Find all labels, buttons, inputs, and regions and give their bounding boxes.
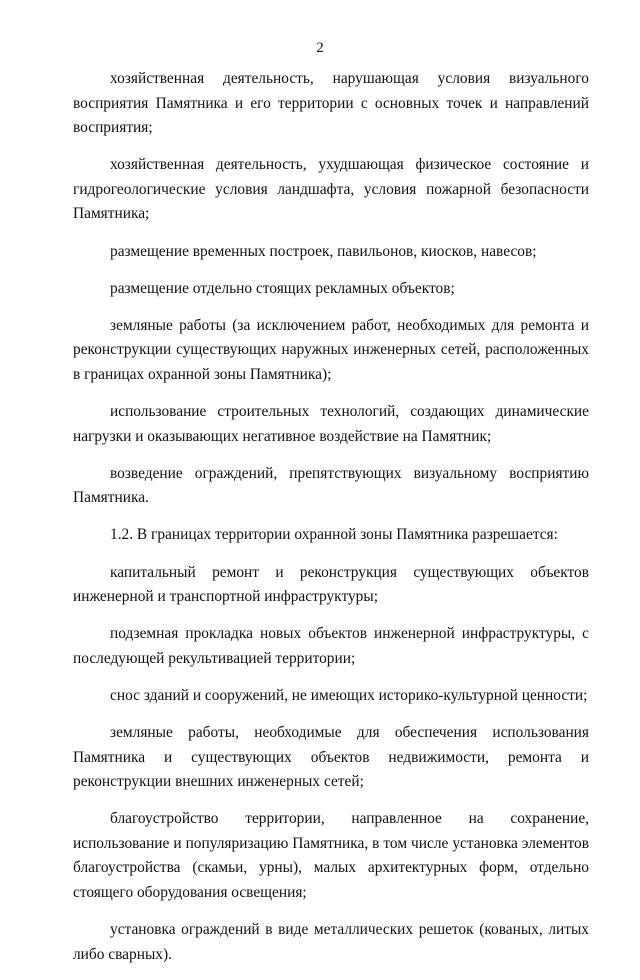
paragraph-permitted-fence-installation: установка ограждений в виде металлических решеток (кованых, литых либо сварных). bbox=[73, 921, 589, 963]
paragraph-restriction-physical-condition: хозяйственная деятельность, ухудшающая физическое состояние и гидрогеологические условия ландшафта, условия пожарной безопасности Памятника; bbox=[73, 156, 589, 223]
paragraph-permitted-earthworks: земляные работы, необходимые для обеспечения использования Памятника и существующих объектов недвижимости, ремонта и реконструкции внешних инженерных сетей; bbox=[73, 723, 589, 791]
paragraph-permitted-landscaping: благоустройство территории, направленное на сохранение, использование и популяризацию Памятника, в том числе установка элементов благоустройства (скамьи, урны), малых архитектурных форм, отдельно стоящего оборудования освещения; bbox=[73, 810, 589, 902]
page-number: 2 bbox=[316, 40, 324, 56]
document-body bbox=[73, 67, 589, 980]
paragraph-permitted-capital-repair: капитальный ремонт и реконструкция существующих объектов инженерной и транспортной инфраструктуры; bbox=[73, 563, 589, 606]
section-heading-permitted: 1.2. В границах территории охранной зоны Памятника разрешается: bbox=[110, 526, 558, 544]
paragraph-restriction-visual-perception: хозяйственная деятельность, нарушающая условия визуального восприятия Памятника и его территории с основных точек и направлений восприятия; bbox=[73, 70, 589, 137]
paragraph-restriction-earthworks: земляные работы (за исключением работ, необходимых для ремонта и реконструкции существующих наружных инженерных сетей, расположенных в границах охранной зоны Памятника); bbox=[73, 316, 589, 383]
paragraph-restriction-fences: возведение ограждений, препятствующих визуальному восприятию Памятника. bbox=[73, 464, 589, 507]
paragraph-permitted-underground-laying: подземная прокладка новых объектов инженерной инфраструктуры, с последующей рекультивацией территории; bbox=[73, 625, 589, 667]
paragraph-restriction-construction-tech: использование строительных технологий, создающих динамические нагрузки и оказывающих негативное воздействие на Памятник; bbox=[73, 403, 589, 445]
paragraph-restriction-temporary-buildings: размещение временных построек, павильонов, киосков, навесов; bbox=[110, 242, 537, 260]
paragraph-permitted-demolition: снос зданий и сооружений, не имеющих историко-культурной ценности; bbox=[110, 686, 588, 704]
paragraph-restriction-advertising: размещение отдельно стоящих рекламных объектов; bbox=[110, 279, 455, 297]
